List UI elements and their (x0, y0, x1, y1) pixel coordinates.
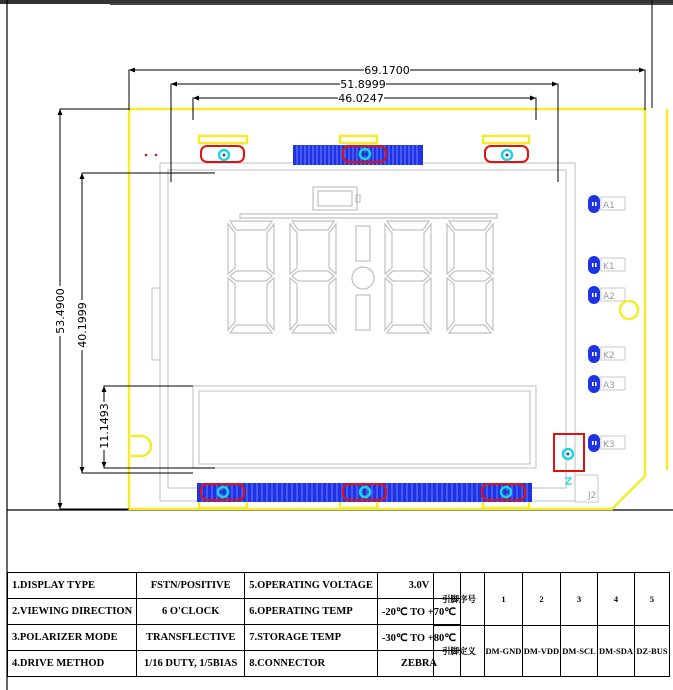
indicator-labels (603, 201, 615, 450)
spec-label: 6.OPERATING TEMP (245, 599, 378, 625)
pin-number: 4 (598, 573, 635, 626)
dimension-active-width: 46.0247 (338, 92, 384, 105)
colon-segments (352, 226, 374, 330)
battery-icon (313, 187, 360, 210)
red-dot (145, 154, 148, 157)
spec-value: 3.0V (377, 573, 460, 599)
digit-2 (290, 221, 336, 333)
pin-definition: DZ-BUS (635, 626, 670, 677)
indicator-label-k1: K1 (603, 262, 615, 272)
indicator-label-k3: K3 (603, 440, 615, 450)
spec-row (8, 625, 461, 651)
spec-row (8, 599, 461, 625)
spec-row (8, 651, 461, 677)
pin-definition-row (434, 626, 670, 677)
spec-label: 5.OPERATING VOLTAGE (245, 573, 378, 599)
cyan-holes (218, 149, 573, 497)
spec-label: 1.DISPLAY TYPE (8, 573, 137, 599)
digit-3 (385, 221, 431, 333)
pcb-outline (129, 109, 667, 509)
indicator-label-boxes (601, 197, 625, 449)
pin-number: 1 (485, 573, 523, 626)
dimension-label-backgrounds (54, 64, 410, 450)
indicator-label-a2: A2 (603, 292, 615, 302)
spec-label: 8.CONNECTOR (245, 651, 378, 677)
pin-number-row (434, 573, 670, 626)
spec-value: -30℃ TO +80℃ (377, 625, 460, 651)
dimension-dot-row-height: 11.1493 (98, 403, 111, 449)
spec-value: 1/16 DUTY, 1/5BIAS (137, 651, 245, 677)
seven-segment-digits (228, 214, 497, 333)
spec-row (8, 573, 461, 599)
spec-value: -20℃ TO +70℃ (377, 599, 460, 625)
pin-number: 2 (523, 573, 561, 626)
digit-4 (447, 221, 493, 333)
pin-definition: DM-GND (485, 626, 523, 677)
header-bar-segment (240, 214, 497, 218)
pin-number-header: 引脚序号 (434, 573, 485, 626)
dimension-arrowheads (58, 68, 646, 510)
spec-value: TRANSFLECTIVE (137, 625, 245, 651)
pin-definition: DM-SDA (598, 626, 635, 677)
spec-label: 3.POLARIZER MODE (8, 625, 137, 651)
pin-number: 5 (635, 573, 670, 626)
dimension-overall-width: 69.1700 (364, 64, 410, 77)
dimension-view-width: 51.8999 (340, 78, 386, 91)
indicator-label-k2: K2 (603, 351, 615, 361)
pin-definition-header: 引脚定义 (434, 626, 485, 677)
connector-label: J2 (588, 491, 597, 501)
indicator-pad-holes (592, 202, 597, 445)
pin-definition: DM-SCL (561, 626, 598, 677)
indicator-label-a3: A3 (603, 381, 615, 391)
digit-1 (228, 221, 274, 333)
spec-label: 4.DRIVE METHOD (8, 651, 137, 677)
spec-value: ZEBRA (377, 651, 460, 677)
red-dot (155, 154, 158, 157)
pin-number: 3 (561, 573, 598, 626)
spec-table (7, 572, 461, 677)
pin-table (433, 572, 670, 677)
dimension-view-height: 40.1999 (76, 302, 89, 348)
spec-value: 6 O'CLOCK (137, 599, 245, 625)
spec-label: 2.VIEWING DIRECTION (8, 599, 137, 625)
spec-label: 7.STORAGE TEMP (245, 625, 378, 651)
spec-value: FSTN/POSITIVE (137, 573, 245, 599)
mounting-slots (201, 146, 584, 500)
pin-definition: DM-VDD (523, 626, 561, 677)
dimension-overall-height: 53.4900 (54, 288, 67, 334)
indicator-pads (588, 195, 600, 452)
indicator-label-a1: A1 (603, 201, 615, 211)
